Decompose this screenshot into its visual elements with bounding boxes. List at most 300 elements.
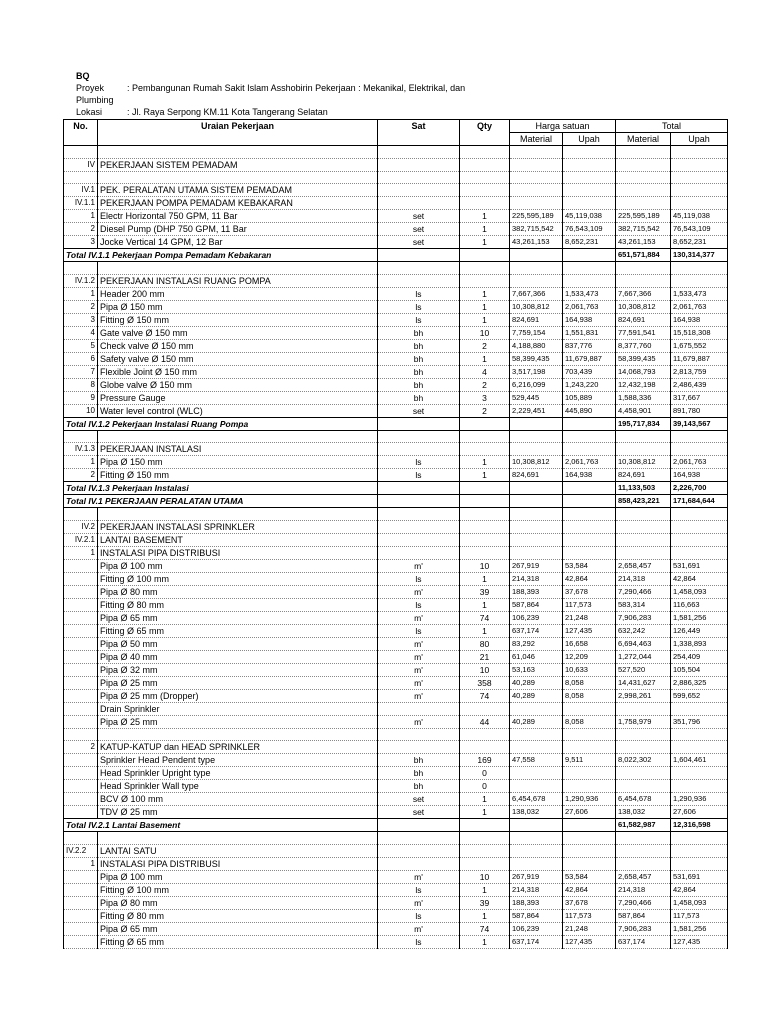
empty-cell: [460, 417, 510, 430]
section-row: [64, 443, 728, 456]
empty-cell: [616, 832, 671, 845]
empty-cell: [671, 184, 728, 197]
subtotal-material: 195,717,834: [616, 417, 671, 430]
subtotal-upah: 2,226,700: [671, 482, 728, 495]
empty-cell: [563, 146, 616, 159]
empty-cell: [510, 482, 563, 495]
table-row: [64, 611, 728, 624]
unit-price-material: 214,318: [510, 572, 563, 585]
table-row: [64, 870, 728, 883]
empty-cell: [510, 819, 563, 832]
unit-price-upah: 21,248: [563, 922, 616, 935]
total-upah: [671, 767, 728, 780]
empty-cell: [616, 146, 671, 159]
unit-price-material: 382,715,542: [510, 223, 563, 236]
empty-cell: [460, 430, 510, 443]
table-row: [64, 469, 728, 482]
proyek-label: Proyek: [76, 83, 105, 93]
total-upah: 164,938: [671, 469, 728, 482]
item-unit: ls: [378, 469, 460, 482]
empty-cell: [563, 274, 616, 287]
section-row: [64, 158, 728, 171]
unit-price-upah: 1,533,473: [563, 287, 616, 300]
section-row: [64, 533, 728, 546]
total-upah: 27,606: [671, 806, 728, 819]
empty-cell: [510, 495, 563, 508]
empty-cell: [616, 520, 671, 533]
subtotal-upah: 171,684,644: [671, 495, 728, 508]
row-number: [64, 793, 98, 806]
empty-cell: [64, 508, 98, 521]
empty-cell: [98, 146, 378, 159]
item-quantity: 4: [460, 365, 510, 378]
empty-cell: [616, 197, 671, 210]
row-number: [64, 935, 98, 948]
table-row: [64, 339, 728, 352]
unit-price-material: 3,517,198: [510, 365, 563, 378]
item-description: Sprinkler Head Pendent type: [98, 754, 378, 767]
total-material: 10,308,812: [616, 456, 671, 469]
total-upah: 1,290,936: [671, 793, 728, 806]
section-title: PEKERJAAN SISTEM PEMADAM: [98, 158, 378, 171]
blank-row: [64, 262, 728, 275]
empty-cell: [460, 741, 510, 754]
col-header-total-upah: Upah: [671, 133, 728, 146]
blank-row: [64, 430, 728, 443]
item-unit: set: [378, 404, 460, 417]
row-number: [64, 780, 98, 793]
table-row: [64, 896, 728, 909]
blank-row: [64, 508, 728, 521]
row-number: 10: [64, 404, 98, 417]
item-description: Fitting Ø 80 mm: [98, 598, 378, 611]
table-row: [64, 210, 728, 223]
total-upah: 2,061,763: [671, 300, 728, 313]
unit-price-upah: 8,058: [563, 715, 616, 728]
col-header-no: No.: [64, 120, 98, 146]
total-material: 14,431,627: [616, 676, 671, 689]
item-quantity: 21: [460, 650, 510, 663]
unit-price-upah: 117,573: [563, 909, 616, 922]
row-number: 7: [64, 365, 98, 378]
empty-cell: [378, 857, 460, 870]
item-quantity: 1: [460, 352, 510, 365]
empty-cell: [563, 430, 616, 443]
empty-cell: [510, 832, 563, 845]
empty-cell: [563, 482, 616, 495]
unit-price-material: 2,229,451: [510, 404, 563, 417]
empty-cell: [510, 417, 563, 430]
item-description: Electr Horizontal 750 GPM, 11 Bar: [98, 210, 378, 223]
item-unit: bh: [378, 378, 460, 391]
total-material: 8,377,760: [616, 339, 671, 352]
unit-price-material: 6,454,678: [510, 793, 563, 806]
table-row: [64, 793, 728, 806]
total-upah: 1,458,093: [671, 896, 728, 909]
item-quantity: 1: [460, 572, 510, 585]
total-material: 527,520: [616, 663, 671, 676]
empty-cell: [460, 184, 510, 197]
table-row: [64, 391, 728, 404]
item-unit: m': [378, 689, 460, 702]
row-number: [64, 559, 98, 572]
unit-price-material: 188,393: [510, 585, 563, 598]
total-material: 587,864: [616, 909, 671, 922]
empty-cell: [563, 158, 616, 171]
item-quantity: 169: [460, 754, 510, 767]
item-quantity: 1: [460, 223, 510, 236]
row-number: [64, 767, 98, 780]
item-quantity: 10: [460, 559, 510, 572]
row-number: IV.2.1: [64, 533, 98, 546]
empty-cell: [378, 728, 460, 741]
empty-cell: [510, 508, 563, 521]
empty-cell: [510, 184, 563, 197]
section-row: [64, 184, 728, 197]
total-material: 7,667,366: [616, 287, 671, 300]
empty-cell: [460, 533, 510, 546]
item-description: Diesel Pump (DHP 750 GPM, 11 Bar: [98, 223, 378, 236]
empty-cell: [671, 197, 728, 210]
empty-cell: [671, 832, 728, 845]
item-unit: ls: [378, 598, 460, 611]
item-unit: bh: [378, 365, 460, 378]
total-material: 824,691: [616, 469, 671, 482]
item-quantity: 74: [460, 611, 510, 624]
subtotal-label: Total IV.1.1 Pekerjaan Pompa Pemadam Kebakaran: [64, 249, 378, 262]
total-upah: 254,409: [671, 650, 728, 663]
unit-price-material: 43,261,153: [510, 236, 563, 249]
total-material: 14,068,793: [616, 365, 671, 378]
empty-cell: [671, 171, 728, 184]
row-number: 3: [64, 313, 98, 326]
table-row: [64, 663, 728, 676]
row-number: 1: [64, 456, 98, 469]
empty-cell: [671, 158, 728, 171]
empty-cell: [510, 171, 563, 184]
empty-cell: [64, 430, 98, 443]
item-description: Fitting Ø 65 mm: [98, 624, 378, 637]
empty-cell: [510, 741, 563, 754]
empty-cell: [378, 832, 460, 845]
total-material: 7,906,283: [616, 611, 671, 624]
row-number: IV: [64, 158, 98, 171]
row-number: [64, 922, 98, 935]
document-header: [76, 70, 516, 118]
empty-cell: [510, 274, 563, 287]
proyek-value-continued: Plumbing: [76, 95, 114, 105]
row-number: 2: [64, 300, 98, 313]
row-number: 1: [64, 287, 98, 300]
item-description: Pipa Ø 25 mm (Dropper): [98, 689, 378, 702]
empty-cell: [616, 741, 671, 754]
unit-price-upah: 105,889: [563, 391, 616, 404]
section-title: LANTAI SATU: [98, 844, 378, 857]
section-row: [64, 197, 728, 210]
unit-price-upah: [563, 767, 616, 780]
unit-price-upah: [563, 780, 616, 793]
total-upah: 2,886,325: [671, 676, 728, 689]
row-number: [64, 611, 98, 624]
subtotal-material: 61,582,987: [616, 819, 671, 832]
col-header-qty: Qty: [460, 120, 510, 146]
item-description: Pressure Gauge: [98, 391, 378, 404]
item-quantity: 3: [460, 391, 510, 404]
document-title: BQ: [76, 71, 90, 81]
item-quantity: 1: [460, 313, 510, 326]
empty-cell: [378, 417, 460, 430]
section-title: PEKERJAAN INSTALASI: [98, 443, 378, 456]
unit-price-upah: 37,678: [563, 585, 616, 598]
unit-price-upah: 2,061,763: [563, 456, 616, 469]
total-material: 7,290,466: [616, 896, 671, 909]
total-material: 632,242: [616, 624, 671, 637]
proyek-value: : Pembangunan Rumah Sakit Islam Asshobirin Pekerjaan : Mekanikal, Elektrikal, dan: [127, 83, 466, 93]
subtotal-row: [64, 819, 728, 832]
item-unit: ls: [378, 624, 460, 637]
total-material: 10,308,812: [616, 300, 671, 313]
total-upah: [671, 780, 728, 793]
empty-cell: [510, 520, 563, 533]
table-row: [64, 676, 728, 689]
empty-cell: [563, 741, 616, 754]
row-number: [64, 572, 98, 585]
total-material: 4,458,901: [616, 404, 671, 417]
subtotal-upah: 130,314,377: [671, 249, 728, 262]
empty-cell: [378, 197, 460, 210]
row-number: [64, 806, 98, 819]
row-number: 2: [64, 741, 98, 754]
empty-cell: [460, 495, 510, 508]
unit-price-upah: [563, 702, 616, 715]
empty-cell: [671, 146, 728, 159]
item-unit: bh: [378, 326, 460, 339]
blank-row: [64, 146, 728, 159]
item-unit: m': [378, 896, 460, 909]
unit-price-material: 7,759,154: [510, 326, 563, 339]
table-row: [64, 650, 728, 663]
empty-cell: [378, 430, 460, 443]
table-row: [64, 780, 728, 793]
item-description: Fitting Ø 100 mm: [98, 883, 378, 896]
row-number: 2: [64, 469, 98, 482]
subtotal-material: 11,133,503: [616, 482, 671, 495]
empty-cell: [98, 832, 378, 845]
empty-cell: [510, 430, 563, 443]
unit-price-material: 40,289: [510, 689, 563, 702]
empty-cell: [563, 533, 616, 546]
total-upah: 1,533,473: [671, 287, 728, 300]
unit-price-material: 267,919: [510, 559, 563, 572]
empty-cell: [98, 430, 378, 443]
empty-cell: [563, 417, 616, 430]
row-number: [64, 598, 98, 611]
empty-cell: [378, 262, 460, 275]
unit-price-material: 61,046: [510, 650, 563, 663]
row-number: 1: [64, 210, 98, 223]
unit-price-material: 6,216,099: [510, 378, 563, 391]
total-upah: 2,486,439: [671, 378, 728, 391]
unit-price-upah: 1,243,220: [563, 378, 616, 391]
section-title: INSTALASI PIPA DISTRIBUSI: [98, 546, 378, 559]
empty-cell: [563, 171, 616, 184]
empty-cell: [510, 533, 563, 546]
total-upah: 8,652,231: [671, 236, 728, 249]
empty-cell: [563, 197, 616, 210]
total-upah: 105,504: [671, 663, 728, 676]
section-row: [64, 844, 728, 857]
subtotal-label: Total IV.1 PEKERJAAN PERALATAN UTAMA: [64, 495, 378, 508]
table-header-row: [64, 120, 728, 133]
item-description: Pipa Ø 40 mm: [98, 650, 378, 663]
empty-cell: [378, 495, 460, 508]
section-row: [64, 546, 728, 559]
empty-cell: [378, 508, 460, 521]
item-quantity: 1: [460, 806, 510, 819]
total-material: 6,694,463: [616, 637, 671, 650]
empty-cell: [378, 146, 460, 159]
empty-cell: [378, 443, 460, 456]
empty-cell: [460, 171, 510, 184]
unit-price-upah: 1,551,831: [563, 326, 616, 339]
row-number: [64, 650, 98, 663]
table-row: [64, 585, 728, 598]
empty-cell: [671, 857, 728, 870]
table-row: [64, 702, 728, 715]
total-material: 58,399,435: [616, 352, 671, 365]
item-description: BCV Ø 100 mm: [98, 793, 378, 806]
empty-cell: [616, 857, 671, 870]
unit-price-material: 53,163: [510, 663, 563, 676]
total-material: 2,998,261: [616, 689, 671, 702]
unit-price-upah: 16,658: [563, 637, 616, 650]
empty-cell: [460, 508, 510, 521]
item-unit: bh: [378, 391, 460, 404]
row-number: [64, 702, 98, 715]
unit-price-upah: 8,058: [563, 689, 616, 702]
item-unit: m': [378, 611, 460, 624]
total-upah: 1,581,256: [671, 922, 728, 935]
col-header-harga-satuan: Harga satuan: [510, 120, 616, 133]
unit-price-upah: 1,290,936: [563, 793, 616, 806]
item-description: Water level control (WLC): [98, 404, 378, 417]
item-quantity: 39: [460, 585, 510, 598]
item-unit: set: [378, 236, 460, 249]
item-unit: bh: [378, 780, 460, 793]
empty-cell: [460, 832, 510, 845]
empty-cell: [460, 857, 510, 870]
row-number: [64, 663, 98, 676]
item-quantity: 1: [460, 598, 510, 611]
section-title: PEK. PERALATAN UTAMA SISTEM PEMADAM: [98, 184, 378, 197]
item-description: Jocke Vertical 14 GPM, 12 Bar: [98, 236, 378, 249]
total-material: 225,595,189: [616, 210, 671, 223]
item-description: Fitting Ø 150 mm: [98, 469, 378, 482]
total-upah: 531,691: [671, 559, 728, 572]
item-unit: ls: [378, 313, 460, 326]
empty-cell: [671, 741, 728, 754]
unit-price-upah: 9,511: [563, 754, 616, 767]
total-material: 637,174: [616, 935, 671, 948]
empty-cell: [378, 520, 460, 533]
unit-price-upah: 11,679,887: [563, 352, 616, 365]
row-number: [64, 585, 98, 598]
col-header-harga-upah: Upah: [563, 133, 616, 146]
empty-cell: [460, 443, 510, 456]
unit-price-material: [510, 767, 563, 780]
total-upah: 15,518,308: [671, 326, 728, 339]
table-row: [64, 404, 728, 417]
empty-cell: [460, 262, 510, 275]
row-number: 1: [64, 857, 98, 870]
section-row: [64, 274, 728, 287]
empty-cell: [563, 546, 616, 559]
empty-cell: [563, 832, 616, 845]
subtotal-label: Total IV.1.2 Pekerjaan Instalasi Ruang Pompa: [64, 417, 378, 430]
total-upah: 351,796: [671, 715, 728, 728]
unit-price-material: 138,032: [510, 806, 563, 819]
unit-price-upah: 45,119,038: [563, 210, 616, 223]
unit-price-upah: 2,061,763: [563, 300, 616, 313]
item-description: Pipa Ø 65 mm: [98, 611, 378, 624]
item-quantity: 2: [460, 404, 510, 417]
subtotal-material: 651,571,884: [616, 249, 671, 262]
row-number: [64, 676, 98, 689]
total-upah: 42,864: [671, 572, 728, 585]
empty-cell: [671, 443, 728, 456]
unit-price-upah: 27,606: [563, 806, 616, 819]
empty-cell: [378, 741, 460, 754]
total-material: [616, 767, 671, 780]
item-unit: bh: [378, 754, 460, 767]
unit-price-upah: 53,584: [563, 559, 616, 572]
empty-cell: [563, 249, 616, 262]
total-material: 2,658,457: [616, 870, 671, 883]
unit-price-upah: 76,543,109: [563, 223, 616, 236]
item-quantity: 358: [460, 676, 510, 689]
col-header-sat: Sat: [378, 120, 460, 146]
empty-cell: [563, 508, 616, 521]
table-row: [64, 922, 728, 935]
unit-price-upah: 445,890: [563, 404, 616, 417]
empty-cell: [616, 262, 671, 275]
table-row: [64, 572, 728, 585]
total-upah: 164,938: [671, 313, 728, 326]
empty-cell: [64, 728, 98, 741]
unit-price-material: 824,691: [510, 469, 563, 482]
table-row: [64, 378, 728, 391]
empty-cell: [616, 508, 671, 521]
item-quantity: 1: [460, 883, 510, 896]
item-description: Pipa Ø 50 mm: [98, 637, 378, 650]
empty-cell: [510, 857, 563, 870]
empty-cell: [671, 844, 728, 857]
unit-price-material: 7,667,366: [510, 287, 563, 300]
item-description: Fitting Ø 100 mm: [98, 572, 378, 585]
total-material: 214,318: [616, 883, 671, 896]
total-upah: 599,652: [671, 689, 728, 702]
section-title: KATUP-KATUP dan HEAD SPRINKLER: [98, 741, 378, 754]
item-description: Drain Sprinkler: [98, 702, 378, 715]
empty-cell: [460, 146, 510, 159]
empty-cell: [460, 819, 510, 832]
empty-cell: [460, 249, 510, 262]
empty-cell: [671, 262, 728, 275]
empty-cell: [616, 171, 671, 184]
table-row: [64, 313, 728, 326]
empty-cell: [460, 274, 510, 287]
total-upah: 2,813,759: [671, 365, 728, 378]
